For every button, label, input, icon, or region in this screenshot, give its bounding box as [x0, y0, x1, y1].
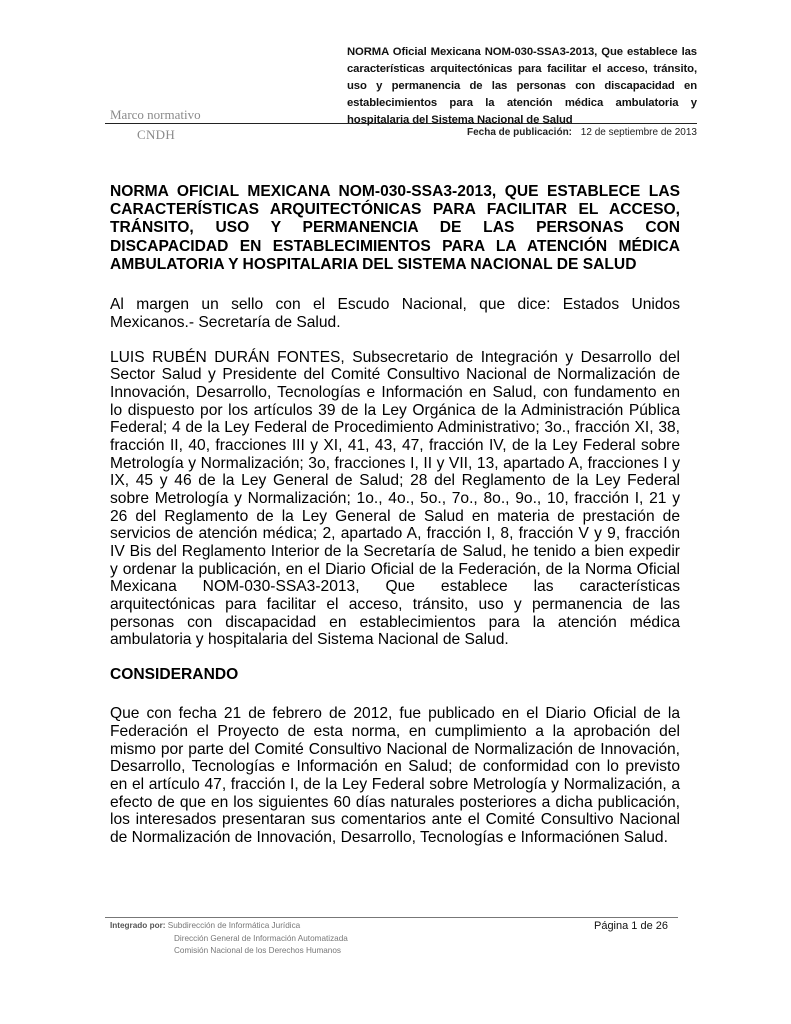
footer-line-3: Comisión Nacional de los Derechos Humanos: [174, 946, 342, 955]
footer-divider: [105, 917, 678, 918]
document-body: [110, 183, 680, 864]
publication-date-label: Fecha de publicación:: [466, 127, 573, 138]
footer-line-2: Dirección General de Información Automatizada: [174, 933, 348, 943]
footer-line-1: Subdirección de Informática Jurídica: [167, 921, 301, 930]
paragraph-considerando-1: Que con fecha 21 de febrero de 2012, fue publicado en el Diario Oficial de la Federación el Proyecto de esta norma, en cumplimiento a la aprobación del mismo por parte del Comité Consultivo Nacional de Normalización de Innovación, Desarrollo, Tecnologías e Información en Salud; de conformidad con lo previsto en el artículo 47, fracción I, de la Ley Federal sobre Metrología y Normalización, a efecto de que en los siguientes 60 días naturales posteriores a dicha publicación, los interesados presentaran sus comentarios ante el Comité Consultivo Nacional de Normalización de Innovación, Desarrollo, Tecnologías e Informaciónen Salud.: [110, 705, 680, 847]
paragraph-sello: Al margen un sello con el Escudo Nacional, que dice: Estados Unidos Mexicanos.- Secretaría de Salud.: [110, 296, 680, 331]
header-norma-title: NORMA Oficial Mexicana NOM-030-SSA3-2013, Que establece las características arquitectónicas para facilitar el acceso, tránsito, uso y permanencia de las personas con discapacidad en establecimientos para la atención médica ambulatoria y hospitalaria del Sistema Nacional de Salud: [347, 46, 697, 126]
page-number: Página 1 de 26: [593, 920, 668, 932]
section-heading-considerando: CONSIDERANDO: [110, 666, 239, 684]
header-marco-normativo: Marco normativo: [110, 107, 201, 122]
publication-date-value: 12 de septiembre de 2013: [580, 127, 697, 138]
header-publication-date: [467, 127, 697, 138]
document-title: NORMA OFICIAL MEXICANA NOM-030-SSA3-2013, QUE ESTABLECE LAS CARACTERÍSTICAS ARQUITECTÓNICAS PARA FACILITAR EL ACCESO, TRÁNSITO, USO Y PERMANENCIA DE LAS PERSONAS CON DISCAPACIDAD EN ESTABLECIMIENTOS PARA LA ATENCIÓN MÉDICA AMBULATORIA Y HOSPITALARIA DEL SISTEMA NACIONAL DE SALUD: [110, 183, 680, 273]
paragraph-fundamento: LUIS RUBÉN DURÁN FONTES, Subsecretario de Integración y Desarrollo del Sector Salud y Presidente del Comité Consultivo Nacional de Normalización de Innovación, Desarrollo, Tecnologías e Información en Salud, con fundamento en lo dispuesto por los artículos 39 de la Ley Orgánica de la Administración Pública Federal; 4 de la Ley Federal de Procedimiento Administrativo; 3o., fracción XI, 38, fracción II, 40, fracciones III y XI, 41, 43, 47, fracción IV, de la Ley Federal sobre Metrología y Normalización; 3o, fracciones I, II y VII, 13, apartado A, fracciones I y IX, 45 y 46 de la Ley General de Salud; 28 del Reglamento de la Ley Federal sobre Metrología y Normalización; 1o., 4o., 5o., 7o., 8o., 9o., 10, fracción I, 21 y 26 del Reglamento de la Ley General de Salud en materia de prestación de servicios de atención médica; 2, apartado A, fracción I, 8, fracción V y 9, fracción IV Bis del Reglamento Interior de la Secretaría de Salud, he tenido a bien expedir y ordenar la publicación, en el Diario Oficial de la Federación, de la Norma Oficial Mexicana NOM-030-SSA3-2013, Que establece las características arquitectónicas para facilitar el acceso, tránsito, uso y permanencia de las personas con discapacidad en establecimientos para la atención médica ambulatoria y hospitalaria del Sistema Nacional de Salud.: [110, 348, 680, 649]
header-divider: [105, 123, 697, 124]
footer-credits: [110, 920, 348, 958]
header-cndh: CNDH: [137, 127, 176, 142]
footer-integrated-label: Integrado por:: [110, 921, 166, 930]
